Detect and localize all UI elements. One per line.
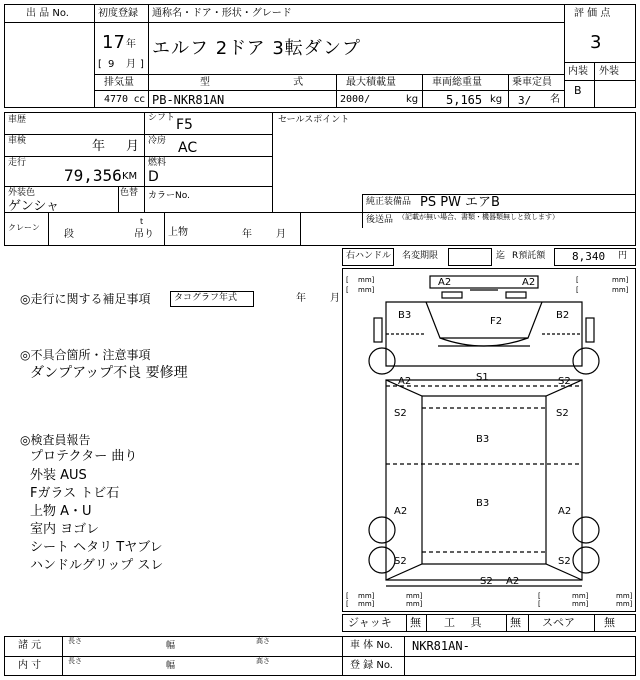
divider (564, 80, 636, 81)
crane-stage-unit: 段 (64, 229, 74, 240)
divider (342, 636, 343, 676)
divider (404, 636, 405, 676)
mm-bracket: mm] (572, 592, 589, 600)
inspector-report-title: ◎検査員報告 (20, 433, 91, 447)
gross-weight-unit: kg (490, 94, 503, 105)
spare-label: スペア (542, 616, 575, 629)
wheel-rear-right-dual (573, 547, 599, 573)
damage-mark: S2 (394, 408, 407, 419)
gross-weight-value: 5,165 (446, 93, 483, 107)
divider (94, 22, 564, 23)
wheel-front-right (573, 348, 599, 374)
steering-label: 右ハンドル (346, 251, 392, 261)
divider (4, 656, 636, 657)
registration-number-label: 登 録 No. (350, 660, 393, 671)
divider (94, 4, 95, 108)
month-close-bracket: ] (140, 59, 144, 70)
damage-mark: A2 (522, 277, 536, 288)
capacity-unit: 名 (550, 94, 560, 105)
truck-damage-diagram (342, 268, 636, 612)
inspector-line: 上物 A・U (30, 504, 92, 519)
damage-mark: B3 (476, 434, 490, 445)
exterior-color-value: ゲンシャ (8, 199, 60, 214)
displacement-label: 排気量 (104, 77, 134, 88)
displacement-unit: cc (134, 94, 145, 105)
name-change-field (448, 248, 492, 266)
mm-bracket: mm] (358, 600, 375, 608)
year-unit: 年 (126, 39, 136, 50)
first-registration-month: 9 (108, 59, 115, 70)
mm-bracket: mm] (612, 276, 629, 284)
month-open-bracket: [ (98, 59, 102, 70)
divider (362, 194, 363, 228)
mileage-unit: KM (122, 171, 138, 182)
inspector-line: Fガラス トビ石 (30, 486, 120, 501)
shift-label: シフト (148, 113, 176, 123)
dump-bed (386, 380, 582, 580)
mm-bracket: [ (346, 276, 349, 284)
body-month-unit: 月 (276, 229, 286, 240)
tachograph-label: タコグラフ年式 (174, 293, 238, 303)
capacity-value: 3/ (518, 94, 532, 107)
divider (4, 134, 272, 135)
capacity-label: 乗車定員 (512, 77, 552, 88)
color-number-label: カラーNo. (148, 191, 190, 201)
divider (148, 4, 149, 108)
damage-mark: A2 (394, 506, 408, 517)
width-label: 幅 (166, 641, 176, 651)
recycle-fee-unit: 円 (618, 251, 628, 261)
ac-label: 冷房 (148, 136, 167, 146)
vehicle-name: エルフ 2ドア 3転ダンプ (152, 38, 361, 59)
max-load-value: 2000/ (340, 94, 371, 105)
damage-mark: A2 (558, 506, 572, 517)
equipment-value: PS PW エアB (420, 195, 500, 210)
divider (62, 636, 63, 676)
mm-bracket: [ (346, 600, 349, 608)
spare-value: 無 (604, 616, 615, 629)
inspector-line: プロテクター 曲り (30, 449, 138, 464)
body-label: 上物 (168, 227, 188, 238)
gross-weight-label: 車両総重量 (432, 77, 482, 88)
ac-value: AC (178, 140, 198, 156)
running-notes-title: ◎走行に関する補足事項 (20, 292, 151, 306)
inspection-month: 月 (126, 139, 140, 154)
inspector-line: ハンドルグリップ スレ (30, 558, 164, 573)
body-year-unit: 年 (242, 229, 252, 240)
wheel-rear-right (573, 517, 599, 543)
damage-mark: B2 (556, 310, 570, 321)
divider (94, 90, 564, 91)
history-label: 車歴 (8, 115, 27, 125)
inspector-line: 外装 AUS (30, 468, 87, 483)
inspection-year: 年 (92, 139, 106, 154)
divider (4, 186, 272, 187)
width-label: 幅 (166, 661, 176, 671)
divider (118, 186, 119, 212)
chassis-number-label: 車 体 No. (350, 640, 393, 651)
divider (48, 212, 49, 246)
mm-bracket: mm] (572, 600, 589, 608)
chassis-number-value: NKR81AN- (412, 639, 470, 653)
height-label: 高さ (256, 657, 270, 665)
damage-mark: S2 (394, 556, 407, 567)
divider (508, 74, 509, 108)
deadline-unit: 迄 (496, 251, 506, 261)
inspection-label: 車検 (8, 136, 27, 146)
exterior-grade-label: 外装 (599, 66, 619, 77)
damage-mark: A2 (506, 576, 520, 587)
divider (272, 112, 273, 212)
damage-mark: A2 (438, 277, 452, 288)
mm-bracket: mm] (406, 600, 423, 608)
headlight-left (442, 292, 462, 298)
mm-bracket: mm] (358, 286, 375, 294)
tachograph-year-unit: 年 (296, 293, 306, 304)
mirror-left (374, 318, 382, 342)
headlight-right (506, 292, 526, 298)
model-code-value: PB-NKR81AN (152, 93, 225, 107)
divider (528, 614, 529, 632)
interior-grade-label: 内装 (568, 66, 588, 77)
fuel-label: 燃料 (148, 158, 167, 168)
grade-value: 3 (590, 32, 602, 53)
max-load-label: 最大積載量 (346, 77, 396, 88)
max-load-unit: kg (406, 94, 419, 105)
mm-bracket: mm] (616, 592, 633, 600)
divider (594, 62, 595, 108)
damage-mark: S2 (480, 576, 493, 587)
jack-label: ジャッキ (348, 616, 392, 629)
divider (4, 156, 272, 157)
crane-ton-unit: t (140, 217, 144, 226)
lot-number-label: 出 品 No. (26, 8, 69, 19)
first-registration-year: 17 (102, 32, 125, 53)
exterior-color-label: 外装色 (8, 188, 36, 198)
damage-mark: A2 (398, 376, 412, 387)
inspector-line: シート ヘタリ Tヤブレ (30, 540, 163, 555)
jack-value: 無 (410, 616, 421, 629)
length-label: 長さ (68, 657, 82, 665)
fuel-value: D (148, 169, 159, 185)
recycle-fee-label: R預託額 (512, 251, 546, 261)
mm-bracket: mm] (358, 276, 375, 284)
damage-mark: B3 (476, 498, 490, 509)
divider (564, 62, 636, 63)
divider (426, 614, 427, 632)
divider (506, 614, 507, 632)
equipment-label: 純正装備品 (366, 197, 412, 207)
damage-mark: S1 (476, 372, 489, 383)
name-change-label: 名変期限 (402, 251, 439, 261)
divider (144, 112, 145, 212)
recycle-fee-value: 8,340 (572, 250, 606, 263)
height-label: 高さ (256, 637, 270, 645)
mm-bracket: mm] (612, 286, 629, 294)
damage-mark: S2 (558, 556, 571, 567)
sales-point-label: セールスポイント (278, 115, 350, 125)
mm-bracket: [ (576, 276, 579, 284)
model-code-label: 型 式 (200, 77, 344, 88)
specs-dimensions-label: 諸 元 (18, 640, 42, 651)
divider (164, 212, 165, 246)
defects-title: ◎不具合箇所・注意事項 (20, 348, 151, 362)
tools-value: 無 (510, 616, 521, 629)
interior-grade-value: B (574, 84, 582, 97)
mm-bracket: [ (538, 600, 541, 608)
inspector-line: 室内 ヨゴレ (30, 522, 100, 537)
windshield-lower (440, 338, 528, 346)
mm-bracket: [ (346, 286, 349, 294)
month-unit: 月 (126, 59, 136, 70)
shift-value: F5 (176, 117, 193, 133)
wheel-rear-left-dual (369, 547, 395, 573)
aftersend-label: 後送品 (366, 215, 394, 225)
crane-lift-unit: 吊り (134, 229, 154, 240)
color-change-label: 色替 (120, 188, 139, 198)
inner-dimensions-label: 内 寸 (18, 660, 42, 671)
mm-bracket: mm] (616, 600, 633, 608)
mm-bracket: mm] (358, 592, 375, 600)
damage-mark: S2 (558, 376, 571, 387)
crane-label: クレーン (8, 223, 40, 232)
divider (94, 74, 564, 75)
model-grade-label: 通称名・ドア・形状・グレード (152, 8, 292, 19)
damage-marks (394, 277, 571, 587)
grade-label: 評 価 点 (574, 8, 611, 19)
damage-mark: S2 (556, 408, 569, 419)
mm-bracket: [ (576, 286, 579, 294)
mm-bracket: [ (346, 592, 349, 600)
tools-label: 工 具 (444, 616, 488, 629)
displacement-value: 4770 (104, 94, 129, 105)
tachograph-month-unit: 月 (330, 293, 340, 304)
divider (4, 22, 94, 23)
length-label: 長さ (68, 637, 82, 645)
wheel-rear-left (369, 517, 395, 543)
mm-bracket: mm] (406, 592, 423, 600)
defects-line: ダンプアップ不良 要修理 (30, 365, 188, 381)
windshield (426, 302, 542, 338)
divider (300, 212, 301, 246)
aftersend-note: （記載が無い場合、書類・機器類無しと致します） (398, 213, 559, 221)
mirror-right (586, 318, 594, 342)
divider (594, 614, 595, 632)
divider (422, 74, 423, 108)
first-registration-label: 初度登録 (98, 8, 138, 19)
mm-bracket: [ (538, 592, 541, 600)
mileage-label: 走行 (8, 158, 27, 168)
divider (564, 4, 565, 108)
divider (406, 614, 407, 632)
damage-mark: F2 (490, 316, 503, 327)
damage-mark: B3 (398, 310, 412, 321)
mileage-value: 79,356 (64, 166, 122, 185)
wheel-front-left (369, 348, 395, 374)
